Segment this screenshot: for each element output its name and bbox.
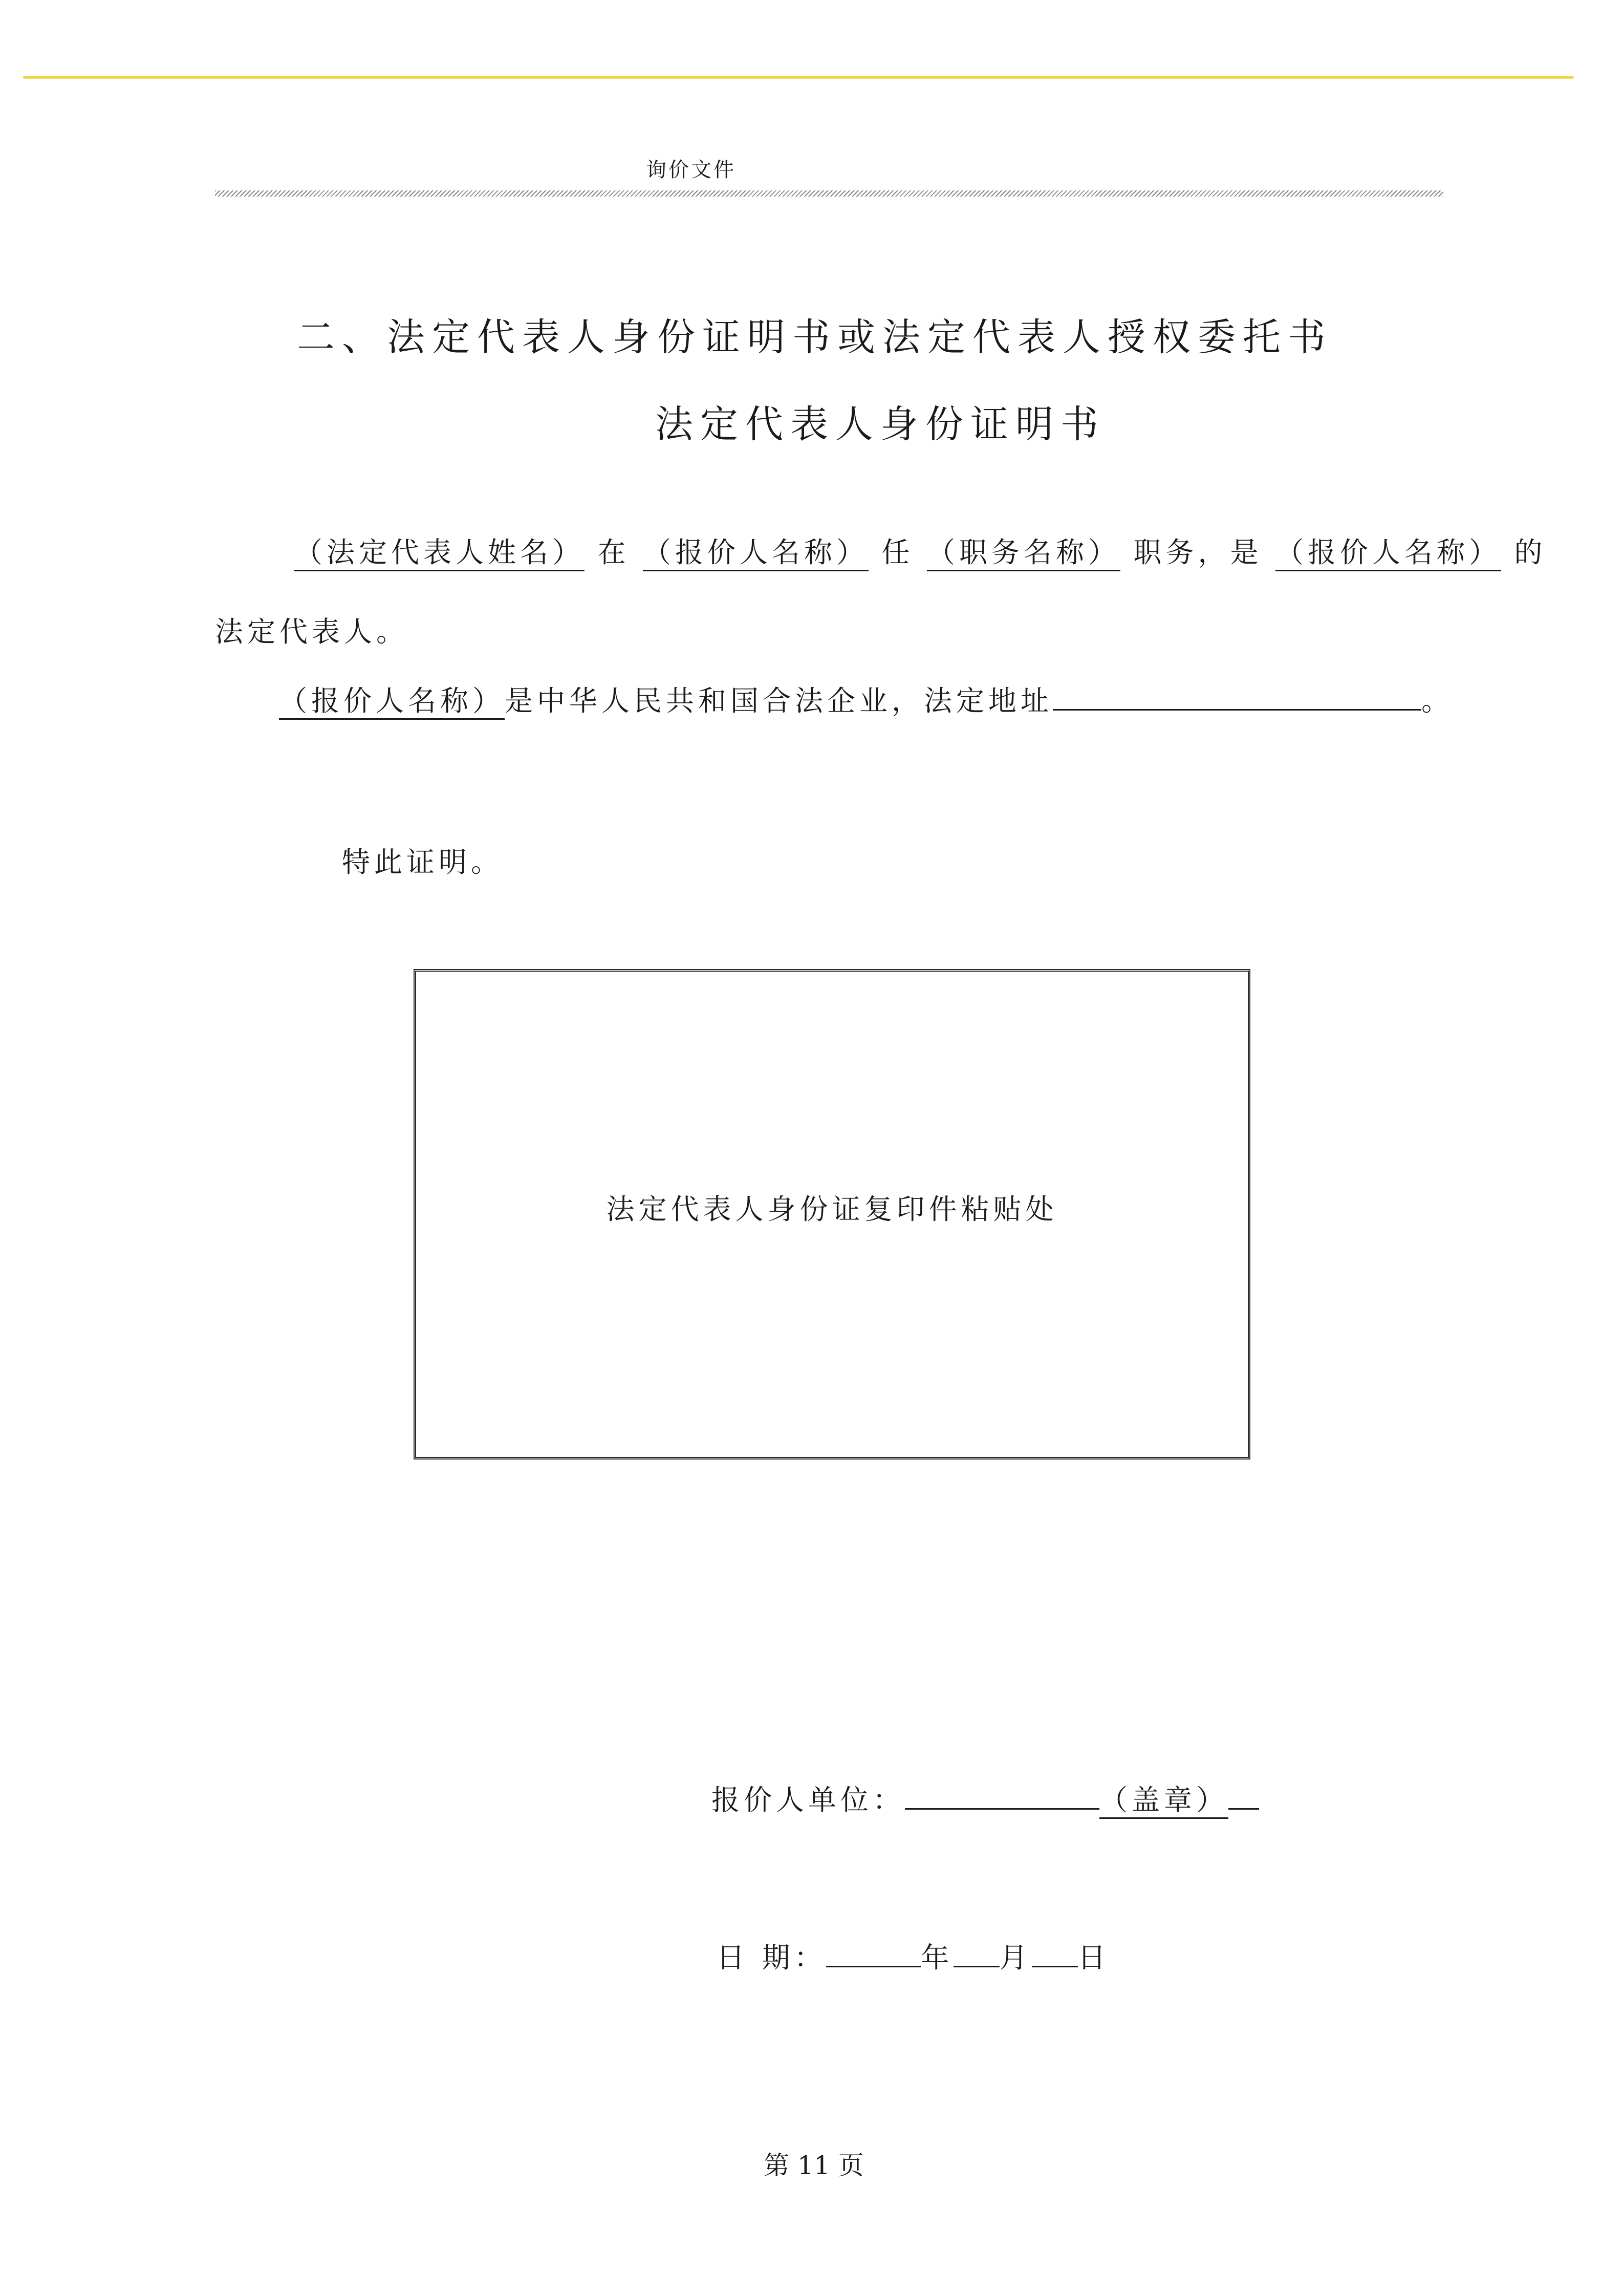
date-line — [717, 1935, 1110, 1976]
bidder-unit-label: 报价人单位： — [711, 1784, 905, 1816]
year-label: 年 — [921, 1941, 954, 1974]
text-duty: 职务，是 — [1133, 536, 1263, 569]
bidder-unit-blank — [905, 1779, 1099, 1810]
paragraph-1-line-1 — [294, 530, 1547, 570]
page-number: 第 11 页 — [764, 2151, 864, 2180]
seal-label: （盖章） — [1099, 1784, 1228, 1819]
bidder-name-field: （报价人名称） — [643, 536, 869, 571]
id-card-paste-label: 法定代表人身份证复印件粘贴处 — [606, 1193, 1058, 1226]
address-blank — [1053, 680, 1421, 711]
legal-rep-name-field: （法定代表人姓名） — [294, 536, 584, 571]
certify-text: 特此证明。 — [342, 846, 504, 878]
section-title: 二、法定代表人身份证明书或法定代表人授权委托书 — [297, 315, 1333, 359]
header-hatch-rule — [215, 190, 1443, 197]
date-label: 日 期： — [717, 1941, 827, 1974]
month-blank — [954, 1937, 1000, 1967]
document-title: 法定代表人身份证明书 — [655, 402, 1106, 446]
position-field: （职务名称） — [927, 536, 1120, 571]
top-highlight-rule — [23, 76, 1574, 79]
month-label: 月 — [999, 1941, 1032, 1974]
day-label: 日 — [1077, 1941, 1110, 1974]
id-card-paste-box — [414, 969, 1250, 1460]
bidder-name-field-2: （报价人名称） — [1275, 536, 1501, 571]
paragraph-2-end: 。 — [1421, 684, 1454, 717]
paragraph-1-line-2: 法定代表人。 — [215, 615, 409, 648]
year-blank — [826, 1937, 921, 1967]
bidder-name-field-3: （报价人名称） — [279, 684, 505, 720]
text-hold: 任 — [881, 536, 914, 569]
header-title: 询价文件 — [646, 158, 736, 182]
paragraph-2 — [279, 678, 1454, 719]
text-of: 的 — [1514, 536, 1547, 569]
text-at: 在 — [597, 536, 630, 569]
bidder-unit-line — [711, 1777, 1259, 1818]
seal-blank-tail — [1228, 1779, 1259, 1810]
day-blank — [1032, 1937, 1078, 1967]
paragraph-2-text: 是中华人民共和国合法企业，法定地址 — [505, 684, 1053, 717]
